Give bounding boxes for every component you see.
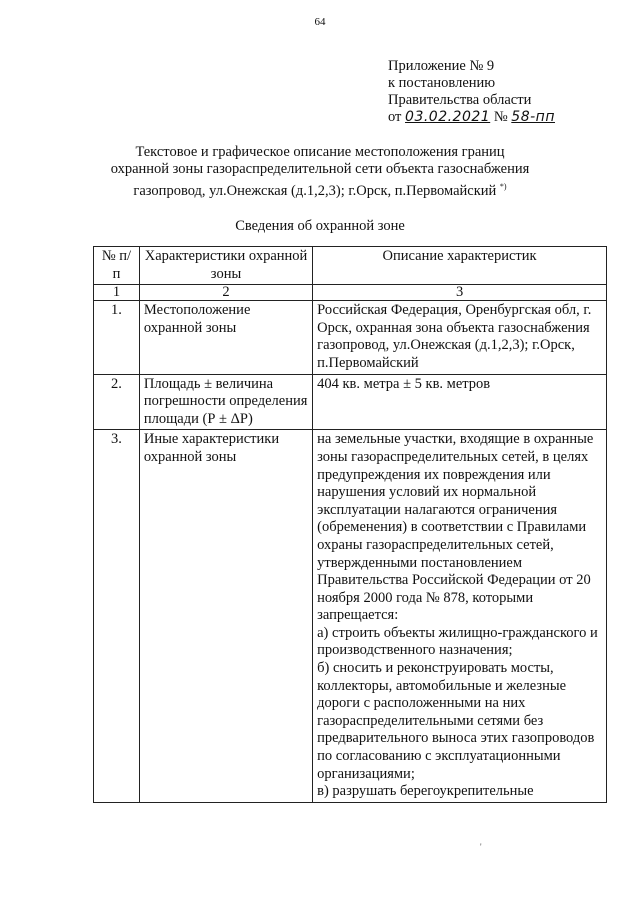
- row-number: 2.: [94, 374, 140, 430]
- section-subtitle: Сведения об охранной зоне: [235, 218, 405, 234]
- page-number: 64: [314, 16, 326, 28]
- number-prefix: №: [493, 109, 508, 125]
- footnote-mark: *): [499, 182, 507, 191]
- appendix-block: [388, 58, 555, 126]
- column-number-row: [94, 285, 607, 301]
- header-number: № п/п: [94, 247, 140, 285]
- appendix-date-line: [388, 109, 555, 126]
- row-description: [313, 430, 607, 802]
- column-number: 2: [139, 285, 312, 301]
- header-characteristic: Характеристики охранной зоны: [139, 247, 312, 285]
- table-header-row: [94, 247, 607, 285]
- handwritten-number: 58-пп: [511, 109, 555, 125]
- restriction-item-b: б) сносить и реконструировать мосты, коллекторы, автомобильные и железные дороги с расположенными на них газораспределительными сетями без предварительного выноса этих газопроводов по согласованию с эксплуатационными организациями;: [317, 660, 595, 782]
- scan-mark: ': [480, 842, 482, 852]
- appendix-line-1: Приложение № 9: [388, 58, 495, 74]
- table-row: [94, 374, 607, 430]
- row-characteristic: Площадь ± величина погрешности определения площади (Р ± ΔР): [139, 374, 312, 430]
- date-prefix: от: [388, 109, 402, 125]
- title-line-2: охранной зоны газораспределительной сети объекта газоснабжения: [110, 161, 530, 177]
- document-title: [60, 144, 580, 200]
- column-number: 1: [94, 285, 140, 301]
- appendix-line-2: к постановлению: [388, 75, 496, 91]
- table-row: [94, 430, 607, 802]
- handwritten-date: 03.02.2021: [405, 109, 491, 125]
- row-description: 404 кв. метра ± 5 кв. метров: [313, 374, 607, 430]
- row-description: Российская Федерация, Оренбургская обл, г. Орск, охранная зона объекта газоснабжения газопровод, ул.Онежская (д.1,2,3); г.Орск, п.Первомайский: [313, 301, 607, 374]
- row-number: 3.: [94, 430, 140, 802]
- table-row: [94, 301, 607, 374]
- row-characteristic: Иные характеристики охранной зоны: [139, 430, 312, 802]
- header-description: Описание характеристик: [313, 247, 607, 285]
- protection-zone-table: [93, 246, 607, 803]
- row-characteristic: Местоположение охранной зоны: [139, 301, 312, 374]
- row-number: 1.: [94, 301, 140, 374]
- title-line-1: Текстовое и графическое описание местоположения границ: [135, 144, 505, 160]
- appendix-line-3: Правительства области: [388, 92, 532, 108]
- restriction-item-c: в) разрушать берегоукрепительные: [317, 783, 534, 800]
- restrictions-intro: на земельные участки, входящие в охранные зоны газораспределительных сетей, в целях предупреждения их повреждения или нарушения условий их нормальной эксплуатации налагаются ограничения (обременения) в соответствии с Правилами охраны газораспределительных сетей, утвержденными постановлением Правительства Российской Федерации от 20 ноября 2000 года № 878, которыми запрещается:: [317, 431, 594, 624]
- column-number: 3: [313, 285, 607, 301]
- restriction-item-a: а) строить объекты жилищно-гражданского и производственного назначения;: [317, 624, 598, 659]
- title-line-3: газопровод, ул.Онежская (д.1,2,3); г.Орск, п.Первомайский *): [133, 182, 507, 199]
